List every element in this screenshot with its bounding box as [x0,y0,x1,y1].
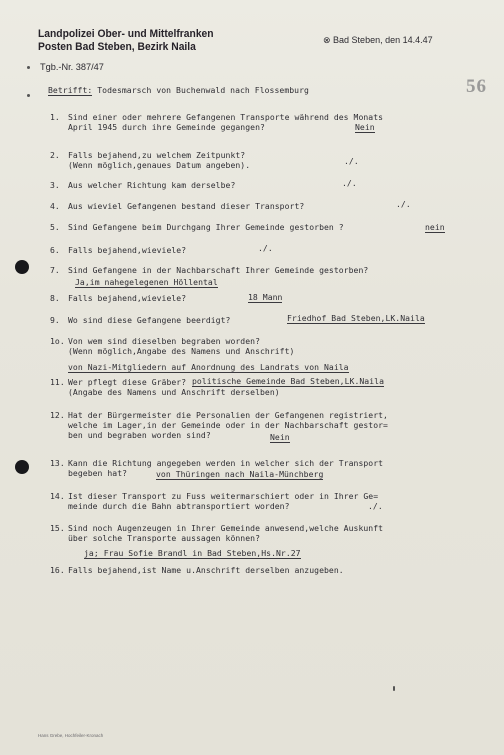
question-text: (Wenn möglich,Angabe des Namens und Anschrift) [68,346,295,356]
question-text: Sind einer oder mehrere Gefangenen Transporte während des Monats [68,112,384,122]
pen-mark [393,686,395,691]
question-number: 5. [50,222,60,232]
question-11 [50,377,186,387]
question-number: 15. [50,523,65,533]
question-8 [50,293,186,303]
question-1 [50,112,383,122]
margin-mark [27,94,30,97]
question-text: Falls bejahend,wieviele? [68,293,187,303]
letterhead-line-1: Landpolizei Ober- und Mittelfranken [38,28,214,40]
answer-text: ./. [396,199,411,209]
answer-text: Friedhof Bad Steben,LK.Naila [287,313,425,323]
question-text: Wer pflegt diese Gräber? [68,377,187,387]
reference-number: Tgb.-Nr. 387/47 [40,62,104,72]
printer-imprint: Hans Grebe, Hochfeiler-Kronach [38,733,104,738]
question-6 [50,245,186,255]
question-text: ben und begraben worden sind? [68,430,211,440]
question-14-line-2 [68,501,290,511]
answer-text: ./. [344,156,359,166]
question-number: 13. [50,458,65,468]
question-text: begeben hat? [68,468,128,478]
question-number: 6. [50,245,60,255]
question-12-line-3 [68,430,211,440]
question-text: April 1945 durch ihre Gemeinde gegangen? [68,122,265,132]
answer-7 [75,277,218,287]
question-text: Falls bejahend,ist Name u.Anschrift derselben anzugeben. [68,565,344,575]
question-number: 12. [50,410,65,420]
question-12-line-2 [68,420,388,430]
question-3 [50,180,235,190]
question-16 [50,565,344,575]
question-text: Sind Gefangene beim Durchgang Ihrer Gemeinde gestorben ? [68,222,344,232]
question-text: Kann die Richtung angegeben werden in welcher sich der Transport [68,458,384,468]
question-number: 4. [50,201,60,211]
question-text: Falls bejahend,wieviele? [68,245,187,255]
question-9 [50,315,230,325]
question-text: welche im Lager,in der Gemeinde oder in der Nachbarschaft gestor= [68,420,388,430]
hole-punch [15,460,29,474]
answer-text: politische Gemeinde Bad Steben,LK.Naila [192,376,384,386]
answer-5 [425,222,445,232]
answer-text: ./. [368,501,383,511]
answer-11 [192,376,384,386]
hole-punch [15,260,29,274]
question-13-line-2 [68,468,127,478]
question-2 [50,150,245,160]
answer-14 [368,501,383,511]
subject-label: Betrifft: [48,85,93,95]
answer-text: von Nazi-Mitgliedern auf Anordnung des Landrats von Naila [68,362,349,372]
question-number: 9. [50,315,60,325]
question-number: 16. [50,565,65,575]
question-number: 2. [50,150,60,160]
page-number: 56 [466,76,487,97]
question-number: 1. [50,112,60,122]
question-text: (Angabe des Namens und Anschrift derselben) [68,387,280,397]
answer-13 [156,469,323,479]
question-text: Von wem sind dieselben begraben worden? [68,336,260,346]
question-text: Falls bejahend,zu welchem Zeitpunkt? [68,150,246,160]
answer-2 [344,156,359,166]
question-text: Ist dieser Transport zu Fuss weitermarschiert oder in Ihrer Ge= [68,491,379,501]
answer-text: ./. [342,178,357,188]
answer-text: Nein [355,122,375,132]
question-text: meinde durch die Bahn abtransportiert worden? [68,501,290,511]
question-15 [50,523,383,533]
margin-mark [27,66,30,69]
question-15-line-2 [68,533,260,543]
question-2-line-2 [68,160,250,170]
question-number: 11. [50,377,65,387]
question-12 [50,410,388,420]
answer-text: von Thüringen nach Naila-Münchberg [156,469,324,479]
question-text: Sind Gefangene in der Nachbarschaft Ihrer Gemeinde gestorben? [68,265,369,275]
question-text: (Wenn möglich,genaues Datum angeben). [68,160,251,170]
subject-line [48,85,309,95]
question-10 [50,336,260,346]
question-1-line-2 [68,122,265,132]
question-4 [50,201,304,211]
subject-text: Todesmarsch von Buchenwald nach Flossemburg [97,85,309,95]
answer-15 [84,548,301,558]
answer-12 [270,432,290,442]
question-13 [50,458,383,468]
question-text: über solche Transporte aussagen können? [68,533,260,543]
answer-3 [342,178,357,188]
question-number: 3. [50,180,60,190]
question-7 [50,265,368,275]
question-number: 7. [50,265,60,275]
answer-text: Nein [270,432,290,442]
question-number: 14. [50,491,65,501]
answer-text: 18 Mann [248,292,283,302]
place-date: ⊗ Bad Steben, den 14.4.47 [323,35,433,45]
question-text: Sind noch Augenzeugen in Ihrer Gemeinde anwesend,welche Auskunft [68,523,384,533]
question-number: 1o. [50,336,65,346]
question-10-line-2 [68,346,294,356]
answer-9 [287,313,425,323]
question-text: Aus welcher Richtung kam derselbe? [68,180,236,190]
answer-1 [355,122,375,132]
question-14 [50,491,378,501]
answer-8 [248,292,282,302]
question-text: Aus wieviel Gefangenen bestand dieser Transport? [68,201,305,211]
question-text: Wo sind diese Gefangene beerdigt? [68,315,231,325]
letterhead-line-2: Posten Bad Steben, Bezirk Naila [38,41,196,53]
question-5 [50,222,344,232]
answer-6 [258,243,273,253]
question-11-line-2 [68,387,280,397]
answer-text: Ja,im nahegelegenen Höllental [75,277,218,287]
question-number: 8. [50,293,60,303]
answer-text: nein [425,222,445,232]
answer-text: ./. [258,243,273,253]
question-text: Hat der Bürgermeister die Personalien der Gefangenen registriert, [68,410,388,420]
answer-10 [68,362,349,372]
answer-text: ja; Frau Sofie Brandl in Bad Steben,Hs.Nr.27 [84,548,301,558]
answer-4 [396,199,411,209]
letterhead [38,28,214,54]
